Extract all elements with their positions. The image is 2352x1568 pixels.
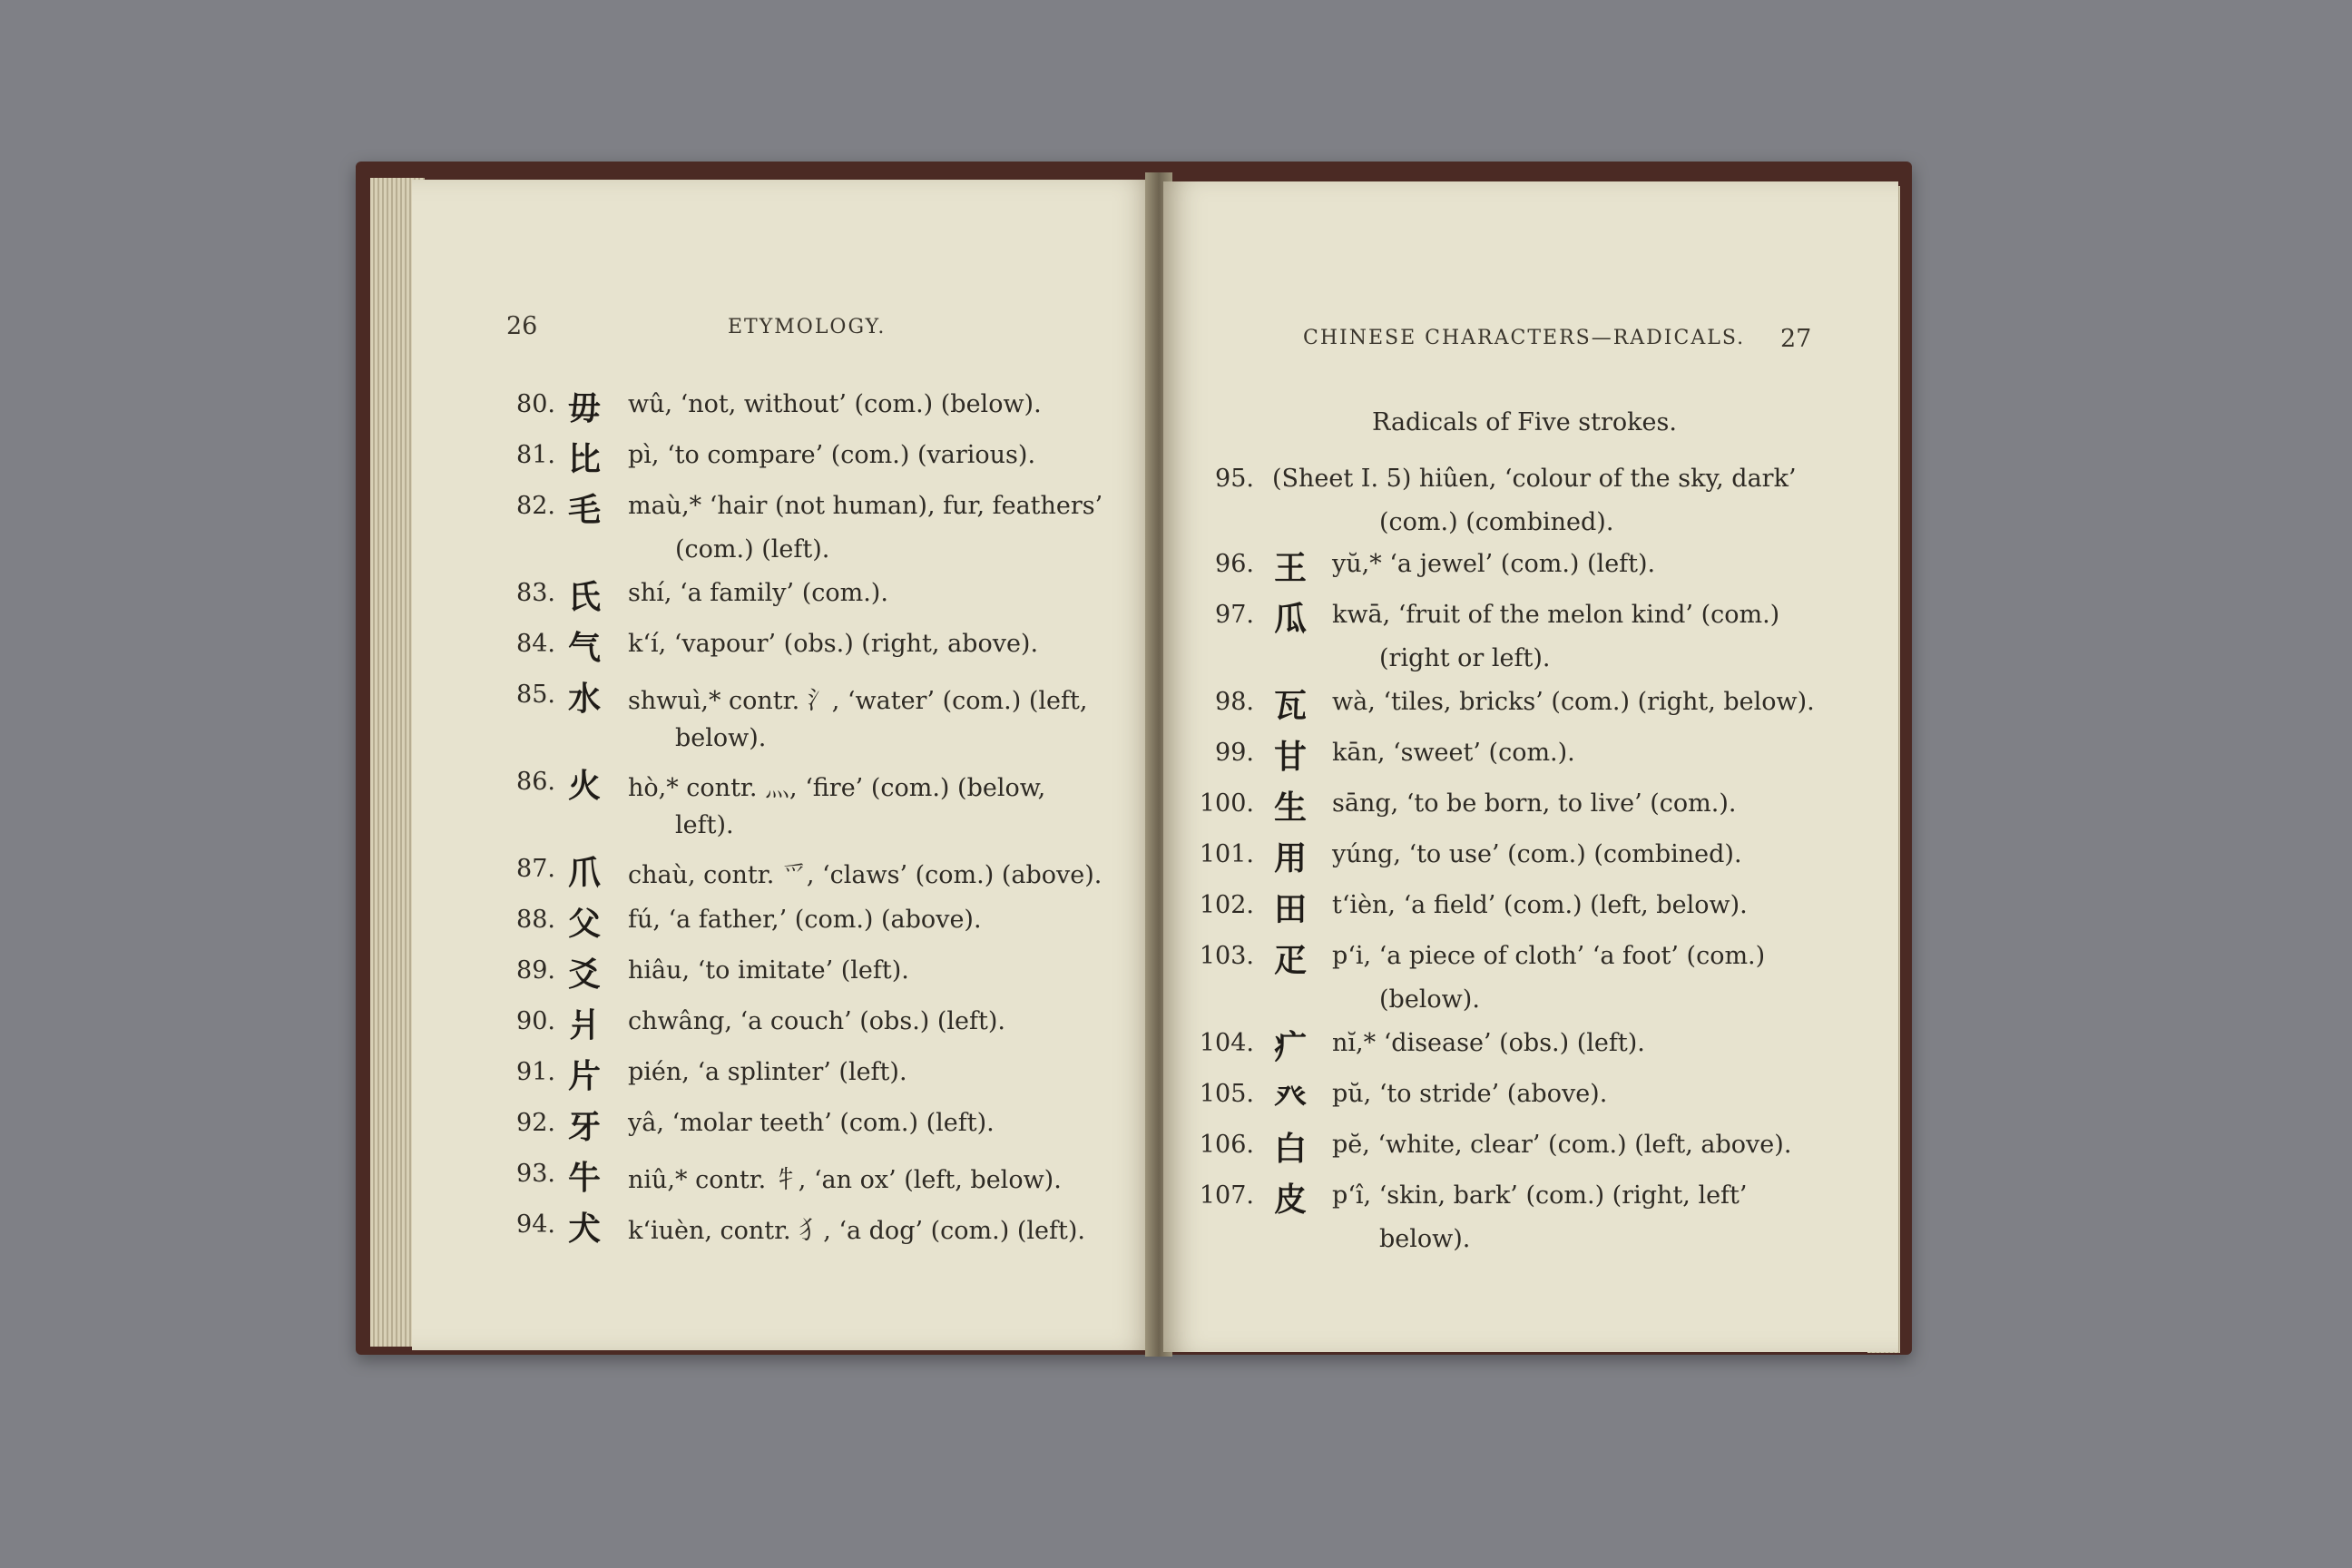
entry-number: 82.	[516, 492, 555, 520]
entry-definition: (Sheet I. 5) hiûen, ‘colour of the sky, dark’	[1272, 465, 1797, 493]
radical-character: 片	[568, 1058, 602, 1095]
running-head: ETYMOLOGY.	[728, 316, 887, 338]
entry-definition: hiâu, ‘to imitate’ (left).	[628, 956, 909, 985]
entry-definition: shwuì,* contr. 氵, ‘water’ (com.) (left,	[628, 687, 1088, 715]
entry-definition: t‘ièn, ‘a field’ (com.) (left, below).	[1332, 891, 1748, 919]
entry-definition: p‘i, ‘a piece of cloth’ ‘a foot’ (com.)	[1332, 942, 1766, 970]
entry-definition: wû, ‘not, without’ (com.) (below).	[628, 390, 1042, 418]
radical-character: 父	[568, 906, 602, 943]
entry-number: 87.	[516, 855, 555, 883]
entry-number: 98.	[1215, 688, 1254, 716]
entry-number: 95.	[1215, 465, 1254, 493]
entry-continuation: (right or left).	[1379, 644, 1551, 672]
entry-definition: maù,* ‘hair (not human), fur, feathers’	[628, 492, 1103, 520]
entry-definition: niû,* contr. 牜, ‘an ox’ (left, below).	[628, 1166, 1062, 1194]
radical-character: 癶	[1274, 1080, 1308, 1117]
radical-character: 白	[1274, 1131, 1308, 1168]
entry-number: 80.	[516, 390, 555, 418]
radical-character: 用	[1274, 840, 1308, 877]
entry-continuation: (below).	[1379, 985, 1480, 1014]
entry-continuation: below).	[675, 724, 767, 752]
entry-number: 97.	[1215, 601, 1254, 629]
entry-definition: pì, ‘to compare’ (com.) (various).	[628, 441, 1036, 469]
entry-number: 89.	[516, 956, 555, 985]
entry-definition: pŭ, ‘to stride’ (above).	[1332, 1080, 1608, 1108]
entry-definition: yâ, ‘molar teeth’ (com.) (left).	[628, 1109, 995, 1137]
entry-number: 93.	[516, 1160, 555, 1188]
entry-number: 83.	[516, 579, 555, 607]
entry-number: 81.	[516, 441, 555, 469]
entry-number: 96.	[1215, 550, 1254, 578]
entry-definition: pién, ‘a splinter’ (left).	[628, 1058, 907, 1086]
radical-character: 爿	[568, 1007, 602, 1044]
entry-definition: kwā, ‘fruit of the melon kind’ (com.)	[1332, 601, 1780, 629]
entry-number: 99.	[1215, 739, 1254, 767]
radical-character: 氏	[568, 579, 602, 616]
radical-character: 皮	[1274, 1181, 1308, 1219]
entry-definition: kān, ‘sweet’ (com.).	[1332, 739, 1575, 767]
entry-definition: k‘iuèn, contr. 犭, ‘a dog’ (com.) (left).	[628, 1217, 1085, 1245]
entry-number: 88.	[516, 906, 555, 934]
entry-number: 102.	[1199, 891, 1254, 919]
radical-character: 生	[1274, 789, 1308, 827]
entry-number: 105.	[1199, 1080, 1254, 1108]
radical-character: 爪	[568, 855, 602, 892]
entry-number: 103.	[1199, 942, 1254, 970]
radical-character: 爻	[568, 956, 602, 994]
entry-number: 94.	[516, 1210, 555, 1239]
radical-character: 牙	[568, 1109, 602, 1146]
entry-number: 100.	[1199, 789, 1254, 818]
radical-character: 田	[1274, 891, 1308, 928]
radical-character: 气	[568, 630, 602, 667]
page-number: 26	[506, 312, 538, 340]
entry-definition: chaù, contr. 爫, ‘claws’ (com.) (above).	[628, 861, 1102, 889]
entry-definition: p‘î, ‘skin, bark’ (com.) (right, left’	[1332, 1181, 1748, 1210]
radical-character: 甘	[1274, 739, 1308, 776]
entry-continuation: (com.) (left).	[675, 535, 830, 564]
entry-definition: fú, ‘a father,’ (com.) (above).	[628, 906, 982, 934]
entry-definition: pĕ, ‘white, clear’ (com.) (left, above).	[1332, 1131, 1792, 1159]
entry-number: 104.	[1199, 1029, 1254, 1057]
radical-character: 瓜	[1274, 601, 1308, 638]
running-head: CHINESE CHARACTERS—RADICALS.	[1303, 327, 1746, 349]
radical-character: 牛	[568, 1160, 602, 1197]
entry-definition: wà, ‘tiles, bricks’ (com.) (right, below).	[1332, 688, 1815, 716]
radical-character: 毛	[568, 492, 602, 529]
entry-continuation: left).	[675, 811, 734, 839]
entry-continuation: (com.) (combined).	[1379, 508, 1614, 536]
radical-character: 水	[568, 681, 602, 718]
entry-number: 84.	[516, 630, 555, 658]
right-page	[1163, 181, 1898, 1352]
radical-character: 疒	[1274, 1029, 1308, 1066]
entry-definition: nĭ,* ‘disease’ (obs.) (left).	[1332, 1029, 1645, 1057]
radical-character: 犬	[568, 1210, 602, 1248]
entry-number: 86.	[516, 768, 555, 796]
radical-character: 毋	[568, 390, 602, 427]
radical-character: 瓦	[1274, 688, 1308, 725]
entry-number: 92.	[516, 1109, 555, 1137]
radical-character: 火	[568, 768, 602, 805]
entry-number: 107.	[1199, 1181, 1254, 1210]
entry-number: 106.	[1199, 1131, 1254, 1159]
entry-definition: yúng, ‘to use’ (com.) (combined).	[1332, 840, 1742, 868]
entry-number: 90.	[516, 1007, 555, 1035]
radical-character: 比	[568, 441, 602, 478]
entry-definition: shí, ‘a family’ (com.).	[628, 579, 888, 607]
entry-definition: chwâng, ‘a couch’ (obs.) (left).	[628, 1007, 1005, 1035]
entry-number: 101.	[1199, 840, 1254, 868]
left-page	[412, 180, 1156, 1350]
entry-definition: k‘í, ‘vapour’ (obs.) (right, above).	[628, 630, 1039, 658]
entry-definition: yŭ,* ‘a jewel’ (com.) (left).	[1332, 550, 1656, 578]
page-number: 27	[1780, 325, 1812, 353]
entry-definition: sāng, ‘to be born, to live’ (com.).	[1332, 789, 1737, 818]
radical-character: 王	[1274, 550, 1308, 587]
entry-continuation: below).	[1379, 1225, 1471, 1253]
entry-definition: hò,* contr. 灬, ‘fire’ (com.) (below,	[628, 774, 1046, 802]
entry-number: 85.	[516, 681, 555, 709]
radical-character: 疋	[1274, 942, 1308, 979]
subheading: Radicals of Five strokes.	[1372, 408, 1677, 436]
entry-number: 91.	[516, 1058, 555, 1086]
